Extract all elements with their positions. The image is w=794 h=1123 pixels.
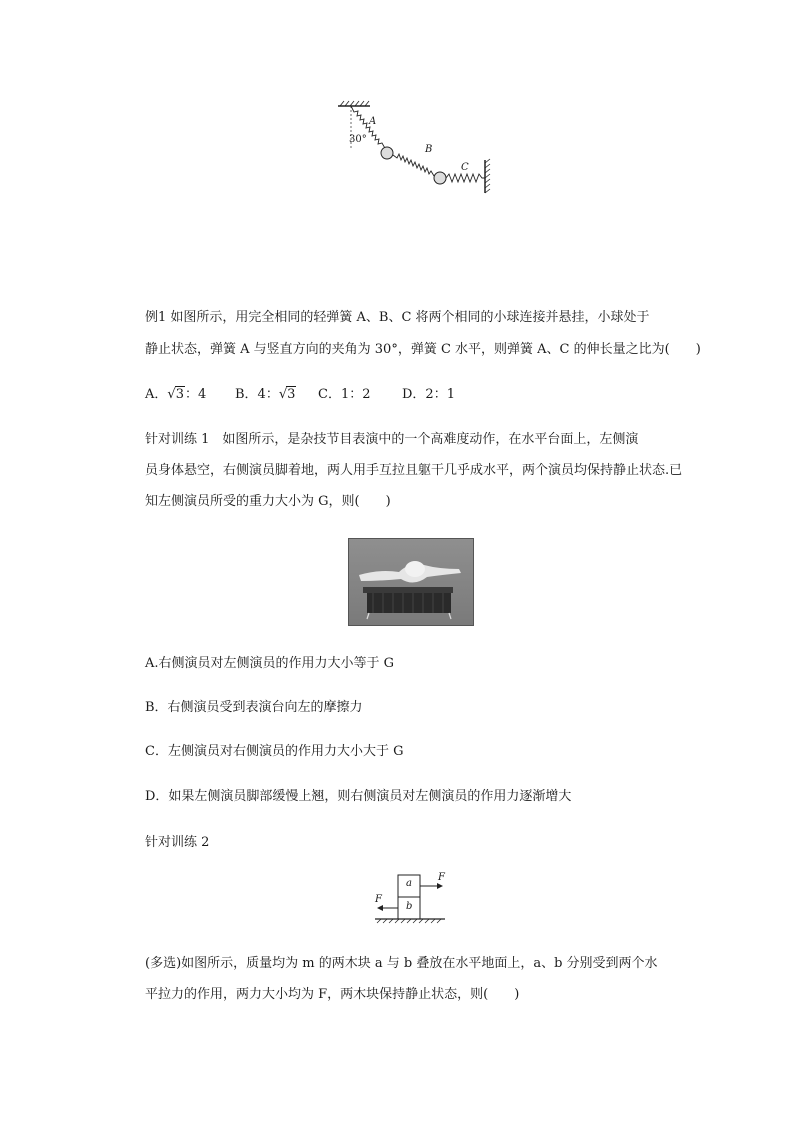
example1-option-d: D．2：1 bbox=[402, 387, 455, 402]
example1-line2: 静止状态，弹簧 A 与竖直方向的夹角为 30°，弹簧 C 水平，则弹簧 A、C 的伸长量之比为( ) bbox=[145, 342, 701, 357]
spring-ball-figure bbox=[330, 100, 500, 200]
training1-line1: 针对训练 1 如图所示，是杂技节目表演中的一个高难度动作，在水平台面上，左侧演 bbox=[145, 432, 639, 447]
option-b-radicand: 3 bbox=[287, 387, 296, 402]
spring-a-label: A bbox=[369, 116, 377, 127]
training1-option-a: A.右侧演员对左侧演员的作用力大小等于 G bbox=[145, 656, 395, 671]
option-a-radicand: 3 bbox=[175, 387, 184, 402]
spring-ball-diagram bbox=[330, 100, 500, 200]
training1-option-d: D．如果左侧演员脚部缓慢上翘，则右侧演员对左侧演员的作用力逐渐增大 bbox=[145, 789, 572, 804]
acrobat-photo bbox=[348, 538, 474, 626]
example1-option-c: C．1：2 bbox=[318, 387, 371, 402]
option-a-suffix: ：4 bbox=[184, 387, 207, 402]
training2-line1: (多选)如图所示，质量均为 m 的两木块 a 与 b 叠放在水平地面上，a、b 分别受到两个水 bbox=[145, 956, 658, 971]
blocks-figure bbox=[365, 870, 465, 930]
example1-option-a bbox=[145, 385, 206, 405]
sqrt-symbol: √3 bbox=[167, 387, 184, 402]
force-bottom-label: F bbox=[375, 894, 382, 905]
block-b-label: b bbox=[406, 901, 413, 912]
option-a-prefix: A． bbox=[145, 387, 168, 402]
training2-line2: 平拉力的作用，两力大小均为 F，两木块保持静止状态，则( ) bbox=[145, 987, 520, 1002]
angle-label: 30° bbox=[349, 134, 367, 145]
example1-option-b bbox=[235, 385, 296, 405]
training1-line2: 员身体悬空，右侧演员脚着地，两人用手互拉且躯干几乎成水平，两个演员均保持静止状态.已 bbox=[145, 463, 683, 478]
acrobat-photo-image bbox=[349, 539, 473, 625]
training1-line3: 知左侧演员所受的重力大小为 G，则( ) bbox=[145, 494, 391, 509]
block-a-label: a bbox=[406, 878, 412, 889]
force-top-label: F bbox=[438, 872, 445, 883]
training1-option-b: B．右侧演员受到表演台向左的摩擦力 bbox=[145, 700, 363, 715]
training1-option-c: C．左侧演员对右侧演员的作用力大小大于 G bbox=[145, 744, 404, 759]
example1-line1: 例1 如图所示，用完全相同的轻弹簧 A、B、C 将两个相同的小球连接并悬挂，小球处于 bbox=[145, 310, 650, 325]
training2-title: 针对训练 2 bbox=[145, 835, 210, 850]
sqrt-symbol: √3 bbox=[278, 387, 296, 402]
spring-c-label: C bbox=[461, 162, 469, 173]
option-b-prefix: B．4： bbox=[235, 387, 279, 402]
spring-b-label: B bbox=[425, 144, 433, 155]
